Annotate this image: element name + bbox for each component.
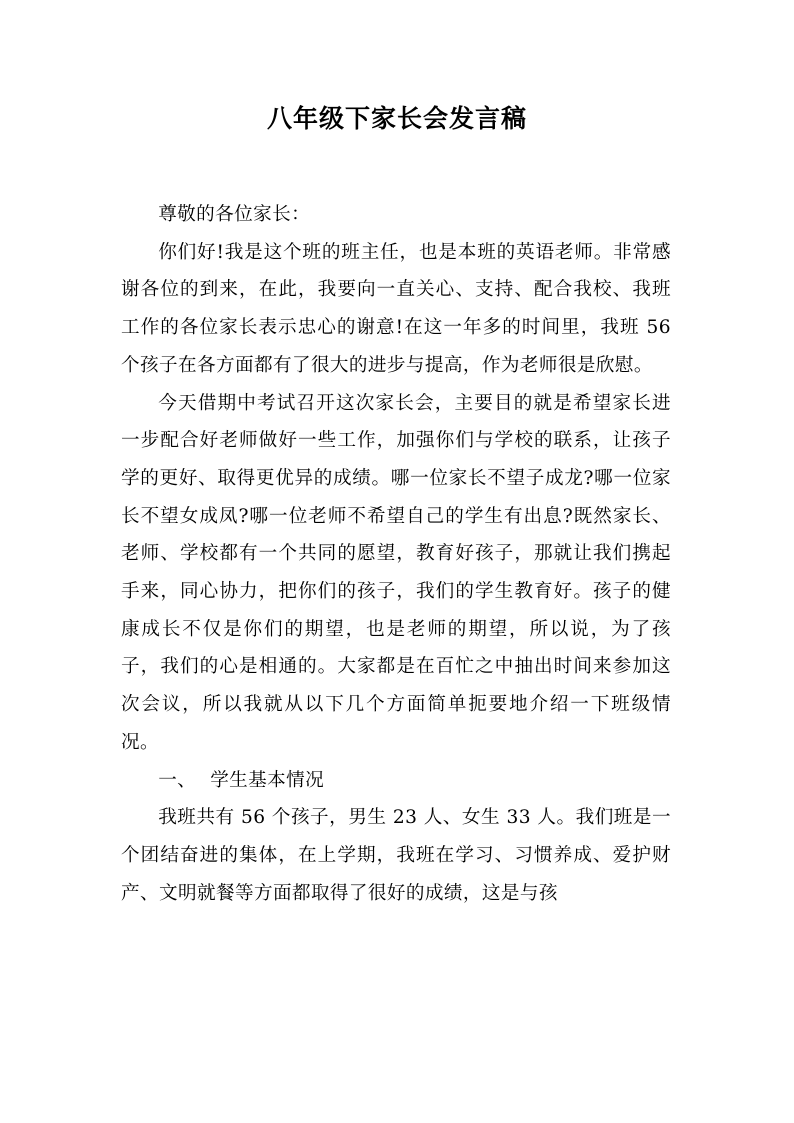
- section-heading: [121, 762, 671, 800]
- paragraph-greeting: 你们好!我是这个班的班主任，也是本班的英语老师。非常感谢各位的到来，在此，我要向一直关心、支持、配合我校、我班工作的各位家长表示忠心的谢意!在这一年多的时间里，我班 56 个孩子在各方面都有了很大的进步与提高，作为老师很是欣慰。: [121, 241, 671, 376]
- paragraph-purpose: 今天借期中考试召开这次家长会，主要目的就是希望家长进一步配合好老师做好一些工作，加强你们与学校的联系，让孩子学的更好、取得更优异的成绩。哪一位家长不望子成龙?哪一位家长不望女成凤?哪一位老师不希望自己的学生有出息?既然家长、老师、学校都有一个共同的愿望，教育好孩子，那就让我们携起手来，同心协力，把你们的孩子，我们的学生教育好。孩子的健康成长不仅是你们的期望，也是老师的期望，所以说，为了孩子，我们的心是相通的。大家都是在百忙之中抽出时间来参加这次会议，所以我就从以下几个方面简单扼要地介绍一下班级情况。: [121, 392, 671, 753]
- section-number: 一、: [158, 769, 197, 791]
- section-title: 学生基本情况: [210, 769, 325, 791]
- document-title: 八年级下家长会发言稿: [266, 104, 527, 133]
- document-body: [121, 196, 671, 912]
- salutation: 尊敬的各位家长：: [158, 204, 311, 225]
- paragraph-student-info: 我班共有 56 个孩子，男生 23 人、女生 33 人。我们班是一个团结奋进的集体，在上学期，我班在学习、习惯养成、爱护财产、文明就餐等方面都取得了很好的成绩，这是与孩: [121, 807, 671, 904]
